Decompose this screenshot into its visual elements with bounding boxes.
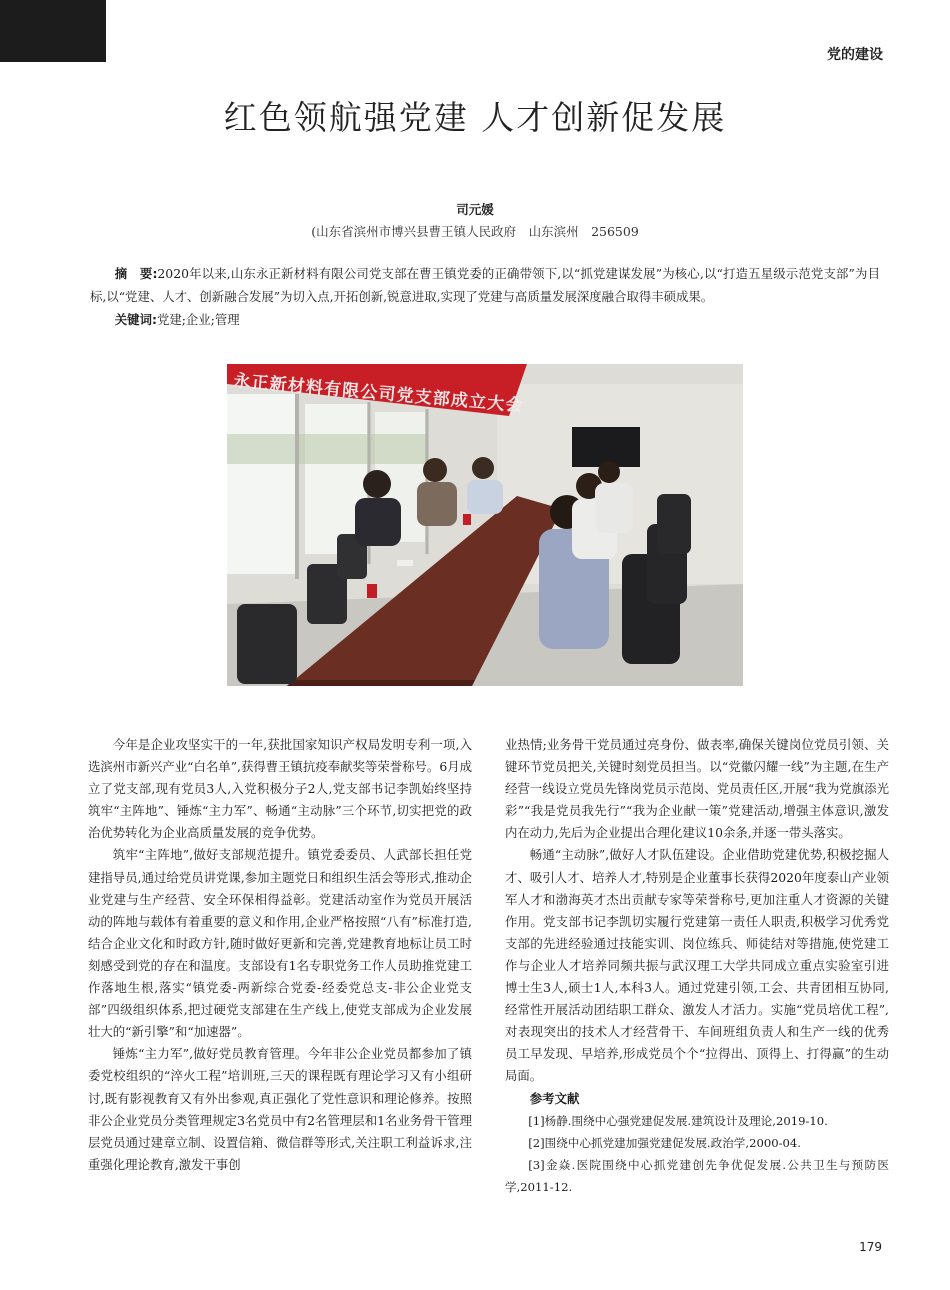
keywords [90,308,880,331]
keywords-label: 关键词: [114,312,157,327]
paragraph-continuation: 业热情;业务骨干党员通过亮身份、做表率,确保关键岗位党员引领、关键环节党员把关,关键时刻党员担当。以“党徽闪耀一线”为主题,在生产经营一线设立党员先锋岗党员示范岗、党员责任区,开展“我为党旗添光彩”“我是党员我先行”“我为企业献一策”党建活动,增强主体意识,激发内在动力,先后为企业提出合理化建议10余条,并逐一带头落实。 [505,737,889,841]
paragraph: 筑牢“主阵地”,做好支部规范提升。镇党委委员、人武部长担任党建指导员,通过给党员讲党课,参加主题党日和组织生活会等形式,推动企业党建与生产经营、安全环保相得益彰。党建活动室作为党员开展活动的阵地与载体有着重要的意义和作用,企业严格按照“八有”标准打造,结合企业文化和时政方针,随时做好更新和完善,党建教育地标让员工时刻感受到党的存在和温度。支部设有1名专职党务工作人员助推党建工作落地生根,落实“镇党委-两新综合党委-经委党总支-非公企业党支部”四级组织体系,把过硬党支部建在生产线上,使党支部成为企业发展壮大的“新引擎”和“加速器”。 [88,847,472,1040]
abstract-text: 2020年以来,山东永正新材料有限公司党支部在曹王镇党委的正确带领下,以“抓党建谋发展”为核心,以“打造五星级示范党支部”为目标,以“党建、人才、创新融合发展”为切入点,开拓创新,锐意进取,实现了党建与高质量发展深度融合取得丰硕成果。 [90,266,880,304]
abstract [90,262,880,308]
corner-block [0,0,106,62]
page-number: 179 [859,1240,882,1254]
paragraph: 畅通“主动脉”,做好人才队伍建设。企业借助党建优势,积极挖掘人才、吸引人才、培养人才,特别是企业董事长获得2020年度泰山产业领军人才和渤海英才杰出贡献专家等荣誉称号,更加注重人才资源的关键作用。党支部书记李凯切实履行党建第一责任人职责,积极学习优秀党支部的先进经验通过技能实训、岗位练兵、师徒结对等措施,使党建工作与企业人才培养同频共振与武汉理工大学共同成立重点实验室引进博士生3人,硕士1人,本科3人。通过党建引领,工会、共青团相互协同,经常性开展活动团结职工群众、激发人才活力。实施“党员培优工程”,对表现突出的技术人才经营骨干、车间班组负责人和生产一线的优秀员工早发现、早培养,形成党员个个“拉得出、顶得上、打得赢”的生动局面。 [505,847,889,1084]
article-title: 红色领航强党建 人才创新促发展 [223,98,727,137]
reference-item: [1]杨静.围绕中心强党建促发展.建筑设计及理论,2019-10. [528,1113,828,1128]
banner-text: 永正新材料有限公司党支部成立大会 [232,371,524,417]
reference-item: [2]围绕中心抓党建加强党建促发展.政治学,2000-04. [528,1135,801,1150]
body-column-left [88,734,472,1176]
references-heading: 参考文献 [529,1090,580,1106]
reference-item: [3]金焱.医院围绕中心抓党建创先争优促发展.公共卫生与预防医学,2011-12. [505,1157,889,1194]
paragraph: 锤炼“主力军”,做好党员教育管理。今年非公企业党员都参加了镇委党校组织的“淬火工程”培训班,三天的课程既有理论学习又有小组研讨,既有影视教育又有外出参观,真正强化了党性意识和理论修养。按照非公企业党员分类管理规定3名党员中有2名管理层和1名业务骨干管理层党员通过建章立制、设置信箱、微信群等形式,关注职工利益诉求,注重强化理论教育,激发干事创 [88,1046,472,1172]
abstract-label: 摘 要: [114,266,158,281]
body-column-right [505,734,889,1198]
author-name: 司元媛 [456,202,494,217]
section-label: 党的建设 [827,47,883,63]
author-affiliation: (山东省滨州市博兴县曹王镇人民政府 山东滨州 256509 [311,224,639,239]
paragraph: 今年是企业攻坚实干的一年,获批国家知识产权局发明专利一项,入选滨州市新兴产业“白名单”,获得曹王镇抗疫奉献奖等荣誉称号。6月成立了党支部,现有党员3人,入党积极分子2人,党支部书记李凯始终坚持筑牢“主阵地”、锤炼“主力军”、畅通“主动脉”三个环节,切实把党的政治优势转化为企业高质量发展的竞争优势。 [88,737,472,841]
meeting-photo [227,364,743,686]
keywords-text: 党建;企业;管理 [156,312,240,327]
